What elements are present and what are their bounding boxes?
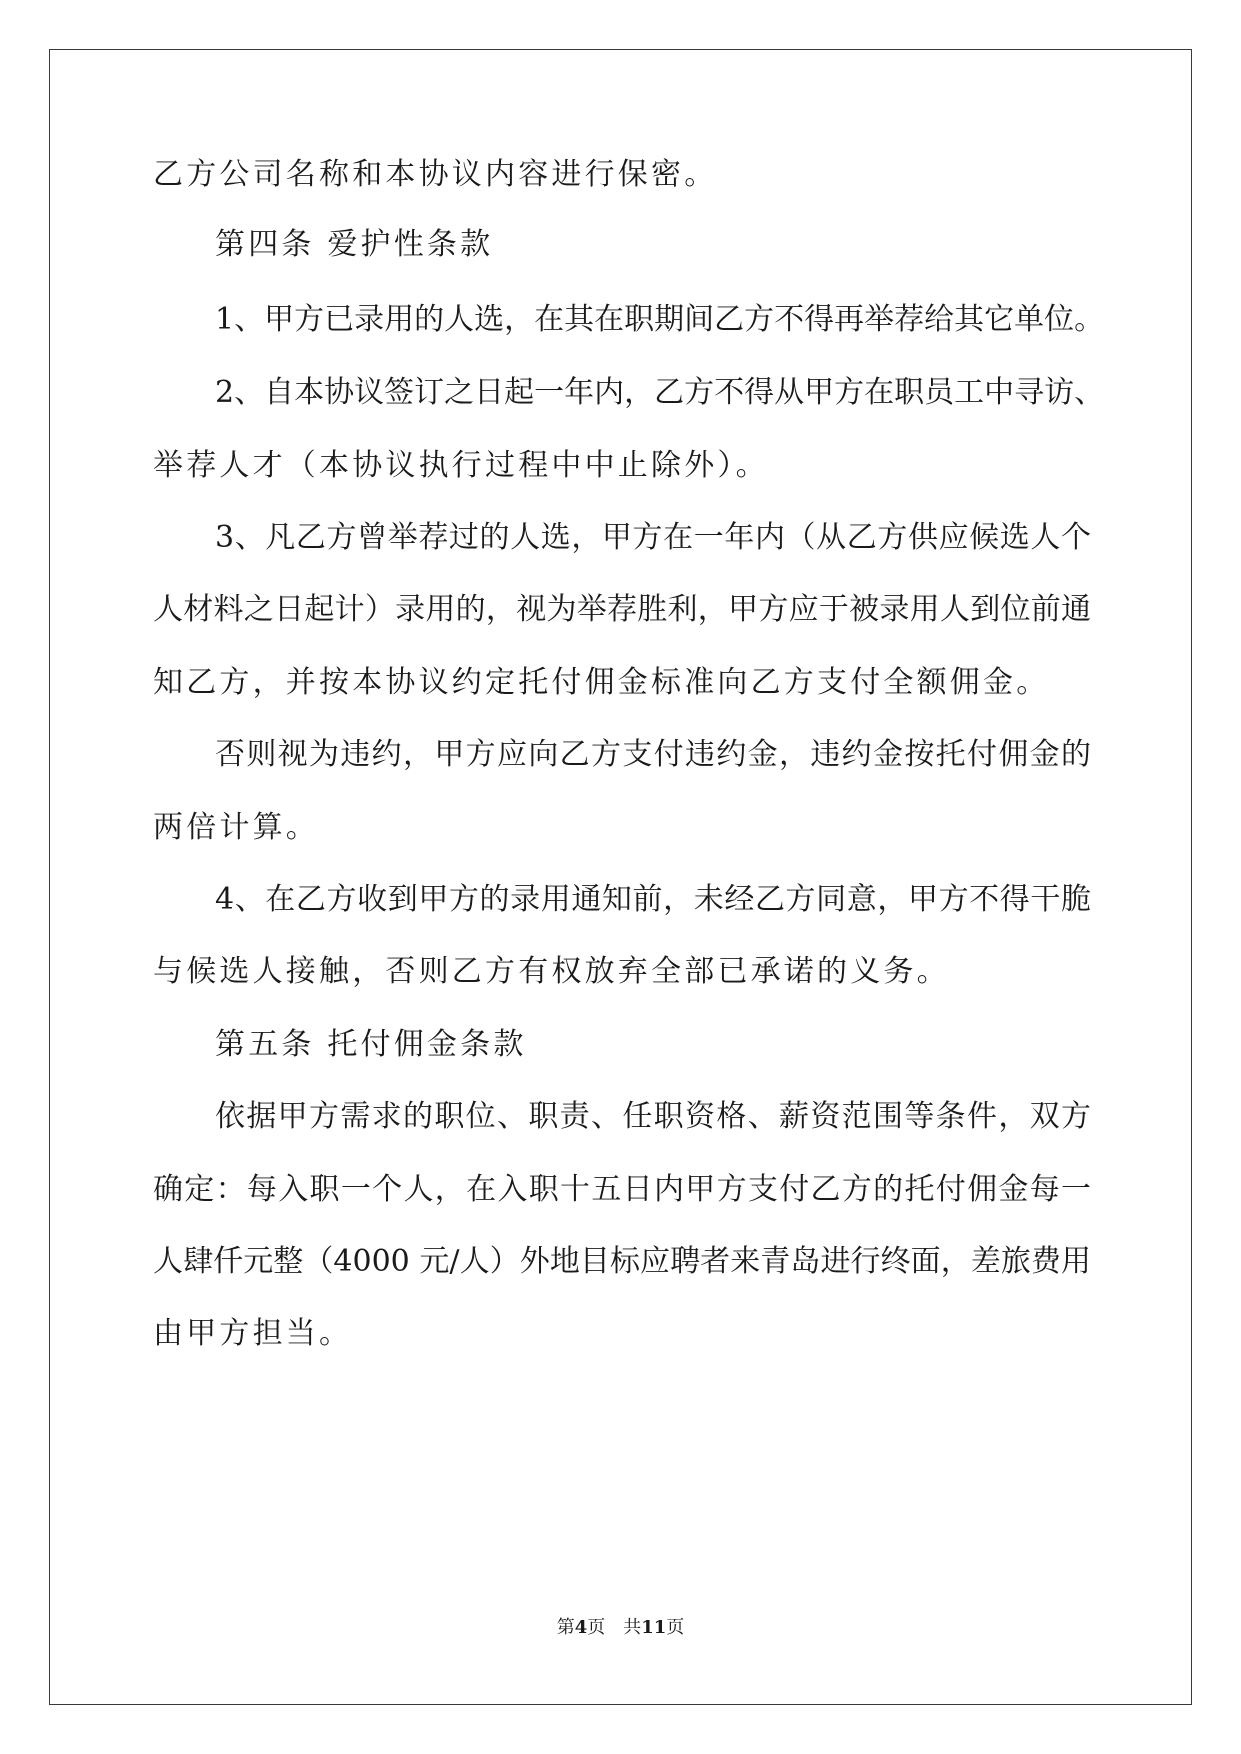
- text-line: 知乙方，并按本协议约定托付佣金标准向乙方支付全额佣金。: [153, 665, 1050, 700]
- section-heading-article-4: 第四条 爱护性条款: [215, 227, 494, 262]
- text-line: 2、自本协议签订之日起一年内，乙方不得从甲方在职员工中寻访、: [215, 375, 1105, 410]
- total-prefix: 共: [623, 1617, 642, 1638]
- text-line: 4、在乙方收到甲方的录用通知前，未经乙方同意，甲方不得干脆: [215, 882, 1091, 917]
- total-suffix: 页: [666, 1617, 685, 1638]
- text-line: 人材料之日起计）录用的，视为举荐胜利，甲方应于被录用人到位前通: [153, 592, 1091, 627]
- text-line: 两倍计算。: [153, 810, 319, 845]
- text-line: 人肆仟元整（4000 元/人）外地目标应聘者来青岛进行终面，差旅费用: [153, 1244, 1091, 1279]
- page-footer: [0, 1616, 1241, 1640]
- text-line: 乙方公司名称和本协议内容进行保密。: [153, 157, 718, 192]
- text-line: 确定：每入职一个人，在入职十五日内甲方支付乙方的托付佣金每一: [153, 1172, 1091, 1207]
- page-border: [49, 49, 1192, 1705]
- page-suffix: 页: [587, 1617, 606, 1638]
- page-number: 4: [574, 1617, 588, 1638]
- text-line: 依据甲方需求的职位、职责、任职资格、薪资范围等条件，双方: [215, 1099, 1091, 1134]
- total-pages: 11: [641, 1617, 667, 1638]
- text-line: 举荐人才（本协议执行过程中中止除外）。: [153, 448, 769, 483]
- text-line: 1、甲方已录用的人选，在其在职期间乙方不得再举荐给其它单位。: [215, 302, 1105, 337]
- text-line: 否则视为违约，甲方应向乙方支付违约金，违约金按托付佣金的: [215, 737, 1091, 772]
- text-line: 与候选人接触，否则乙方有权放弃全部已承诺的义务。: [153, 954, 950, 989]
- text-line: 由甲方担当。: [153, 1316, 353, 1351]
- section-heading-article-5: 第五条 托付佣金条款: [215, 1027, 527, 1062]
- page-prefix: 第: [556, 1617, 575, 1638]
- text-line: 3、凡乙方曾举荐过的人选，甲方在一年内（从乙方供应候选人个: [215, 520, 1091, 555]
